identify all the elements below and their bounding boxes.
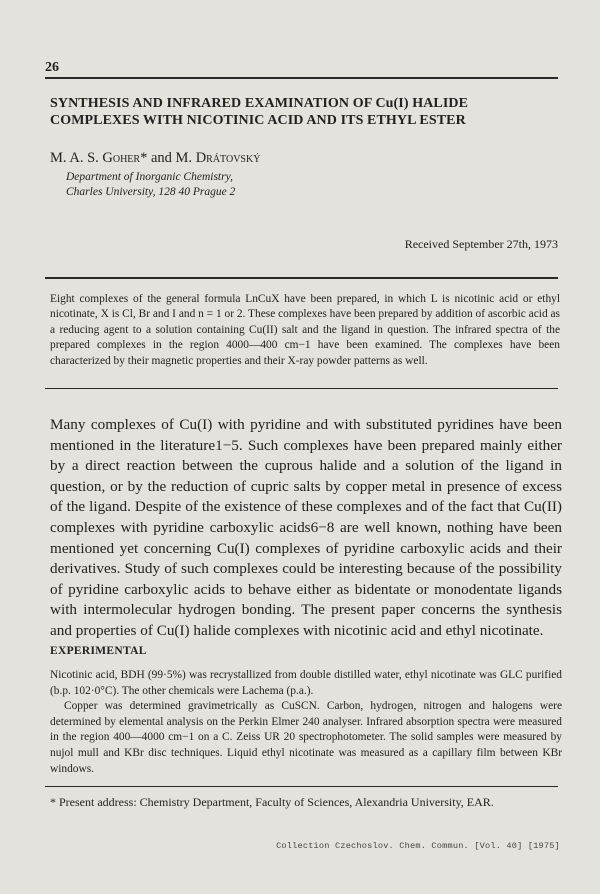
page-number: 26 <box>45 60 59 75</box>
authors <box>50 150 260 167</box>
abstract: Eight complexes of the general formula LnCuX have been prepared, in which L is nicotinic acid or ethyl nicotinate, X is Cl, Br and I and n = 1 or 2. These complexes have been prepared by addition of ascorbic acid as a reducing agent to a solution containing Cu(II) salt and the ligand in question. The infrared spectra of the prepared complexes in the region 4000—400 cm−1 have been examined. The complexes have been characterized by their magnetic properties and their X-ray powder patterns as well. <box>50 293 560 367</box>
experimental-paragraph-1: Nicotinic acid, BDH (99·5%) was recrystallized from double distilled water, ethyl nicotinate was GLC purified (b.p. 102·0°C). The other chemicals were Lachema (p.a.). <box>50 669 562 697</box>
introduction-text: Many complexes of Cu(I) with pyridine and with substituted pyridines have been mentioned in the literature1−5. Such complexes have been prepared mainly either by a direct reaction between the cuprous halide and a solution of the ligand in question, or by the reduction of cupric salts by copper metal in presence of excess of the ligand. Despite of the existence of these complexes and of the fact that Cu(II) complexes with pyridine carboxylic acids6−8 are well known, nothing have been mentioned yet concerning Cu(I) complexes of pyridine carboxylic acids and their derivatives. Study of such complexes could be interesting because of the possibility of pyridine carboxylic acids to behave either as bidentate or monodentate ligands with intermolecular hydrogen bonding. The present paper concerns the synthesis and properties of Cu(I) halide complexes with nicotinic acid and ethyl nicotinate. <box>50 416 562 639</box>
footnote: * Present address: Chemistry Department, Faculty of Sciences, Alexandria University, EAR. <box>50 795 494 809</box>
affiliation <box>66 170 235 200</box>
author-name-2: Drátovský <box>195 150 261 166</box>
section-heading-experimental: EXPERIMENTAL <box>50 645 147 657</box>
header-rule <box>45 77 558 79</box>
footnote-rule <box>45 786 558 787</box>
author-name-1: Goher* <box>102 150 148 166</box>
affiliation-line-2: Charles University, 128 40 Prague 2 <box>66 186 236 198</box>
abstract-bottom-rule <box>45 388 558 389</box>
experimental-section <box>50 668 562 777</box>
abstract-top-rule <box>45 277 558 279</box>
received-date: Received September 27th, 1973 <box>404 237 558 251</box>
paper-title: SYNTHESIS AND INFRARED EXAMINATION OF Cu(I) HALIDE COMPLEXES WITH NICOTINIC ACID AND ITS ETHYL ESTER <box>50 96 469 128</box>
affiliation-line-1: Department of Inorganic Chemistry, <box>66 171 233 183</box>
authors-joiner: and M. <box>147 150 196 166</box>
experimental-paragraph-2: Copper was determined gravimetrically as CuSCN. Carbon, hydrogen, nitrogen and halogens were determined by elemental analysis on the Perkin Elmer 240 analyser. Infrared absorption spectra were measured in the region 400—4000 cm−1 on a C. Zeiss UR 20 spectrophotometer. The solid samples were measured by nujol mull and KBr disc techniques. Liquid ethyl nicotinate was measured as a capillary film between KBr windows. <box>50 700 562 775</box>
author-initials: M. A. S. <box>50 150 103 166</box>
journal-reference: Collection Czechoslov. Chem. Commun. [Vol. 40] [1975] <box>276 841 560 851</box>
